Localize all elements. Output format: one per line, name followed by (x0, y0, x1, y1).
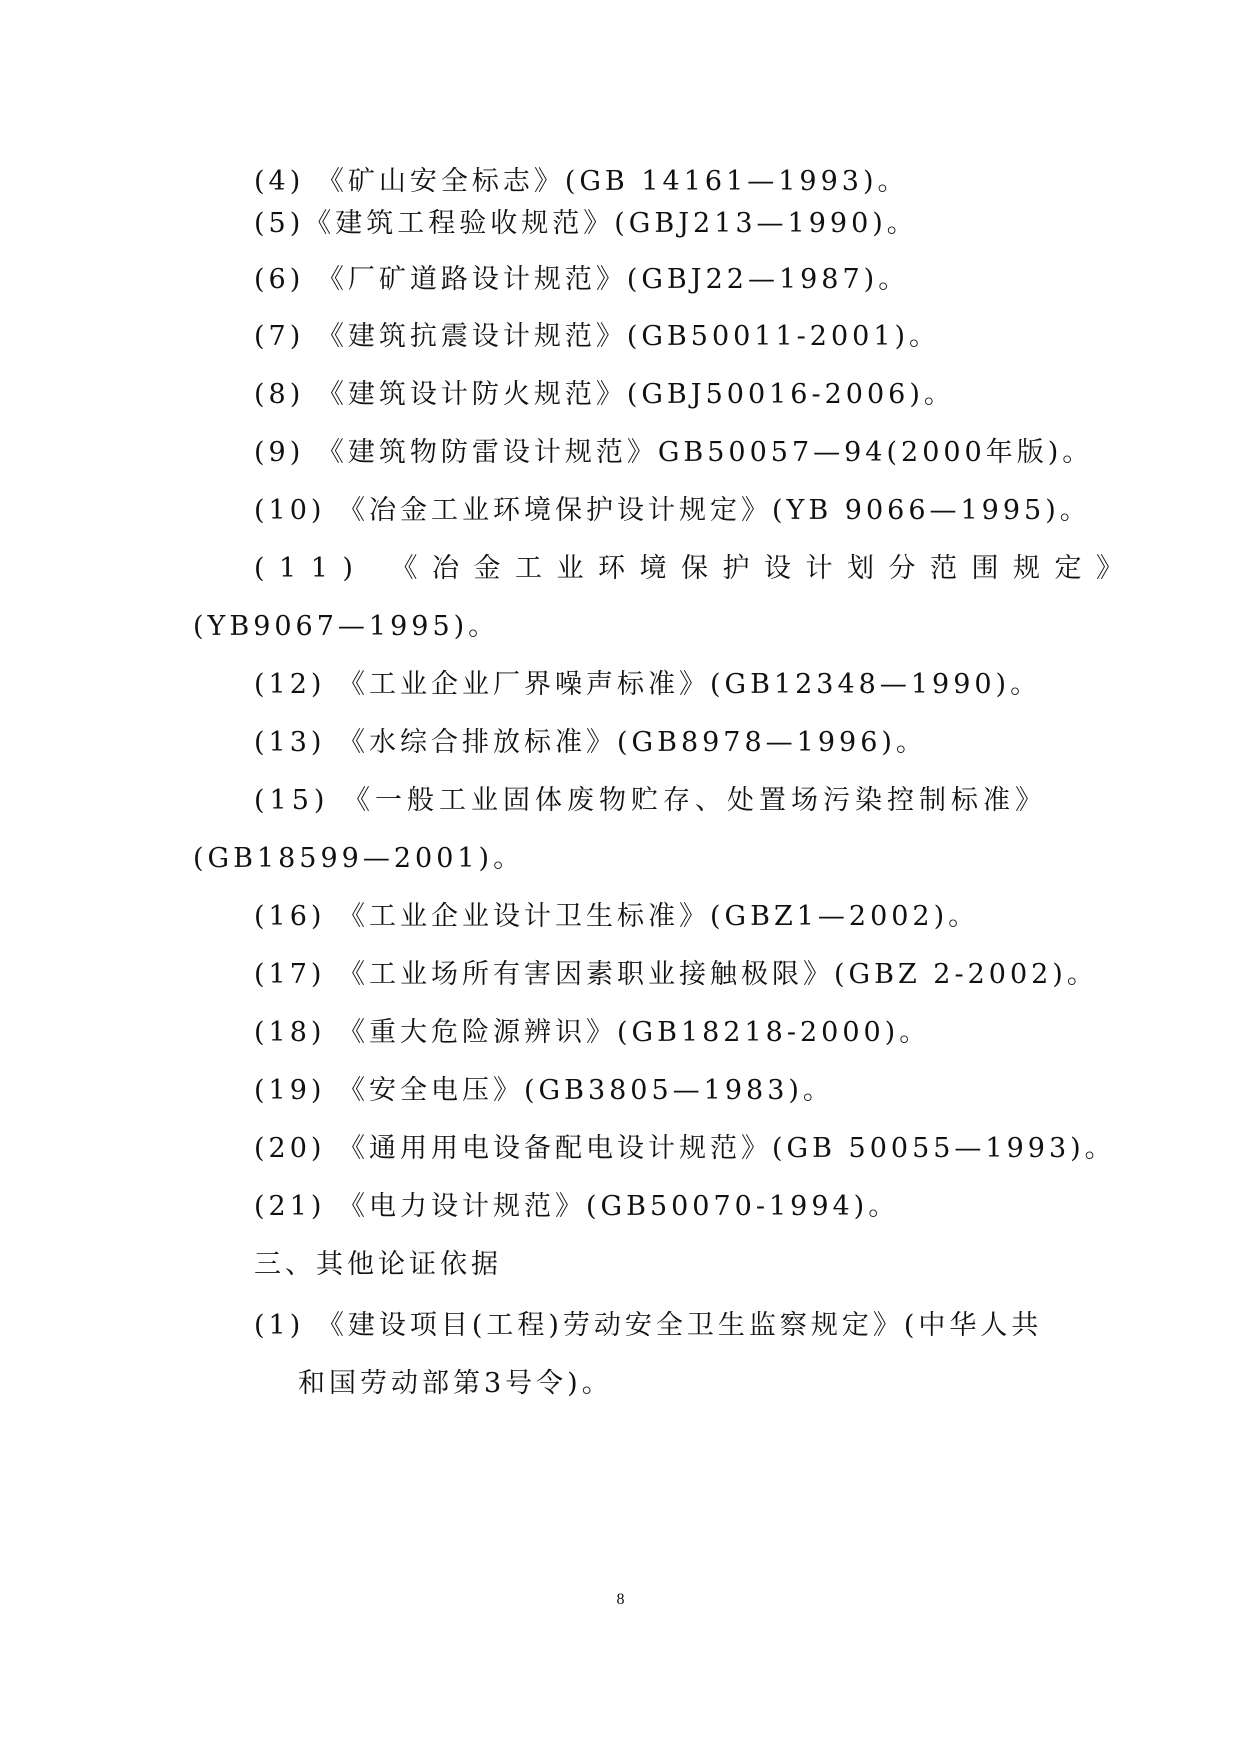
reference-item-17: (17) 《工业场所有害因素职业接触极限》(GBZ 2-2002)。 (254, 959, 1098, 990)
reference-item-19: (19) 《安全电压》(GB3805—1983)。 (254, 1075, 834, 1106)
reference-item-18: (18) 《重大危险源辨识》(GB18218-2000)。 (254, 1017, 931, 1048)
reference-item-6: (6) 《厂矿道路设计规范》(GBJ22—1987)。 (254, 264, 910, 295)
section-heading-other-basis: 三、其他论证依据 (254, 1249, 502, 1280)
reference-item-13: (13) 《水综合排放标准》(GB8978—1996)。 (254, 727, 927, 758)
reference-item-11: (11) 《冶金工业环境保护设计划分范围规定》 (254, 553, 1138, 584)
reference-item-16: (16) 《工业企业设计卫生标准》(GBZ1—2002)。 (254, 901, 980, 932)
reference-item-20: (20) 《通用用电设备配电设计规范》(GB 50055—1993)。 (254, 1133, 1116, 1164)
reference-item-7: (7) 《建筑抗震设计规范》(GB50011-2001)。 (254, 321, 941, 352)
other-basis-item-1-continuation: 和国劳动部第3号令)。 (298, 1368, 613, 1399)
reference-item-5: (5)《建筑工程验收规范》(GBJ213—1990)。 (254, 208, 918, 239)
reference-item-15-continuation: (GB18599—2001)。 (193, 843, 525, 874)
reference-item-8: (8) 《建筑设计防火规范》(GBJ50016-2006)。 (254, 379, 955, 410)
page-number: 8 (616, 1591, 625, 1608)
reference-item-9: (9) 《建筑物防雷设计规范》GB50057—94(2000年版)。 (254, 437, 1094, 468)
reference-item-12: (12) 《工业企业厂界噪声标准》(GB12348—1990)。 (254, 669, 1042, 700)
reference-item-15: (15) 《一般工业固体废物贮存、处置场污染控制标准》 (254, 785, 1048, 816)
reference-item-21: (21) 《电力设计规范》(GB50070-1994)。 (254, 1191, 900, 1222)
reference-item-11-continuation: (YB9067—1995)。 (193, 611, 500, 642)
other-basis-item-1: (1) 《建设项目(工程)劳动安全卫生监察规定》(中华人共 (254, 1310, 1043, 1341)
reference-item-4: (4) 《矿山安全标志》(GB 14161—1993)。 (254, 166, 909, 197)
reference-item-10: (10) 《冶金工业环境保护设计规定》(YB 9066—1995)。 (254, 495, 1091, 526)
